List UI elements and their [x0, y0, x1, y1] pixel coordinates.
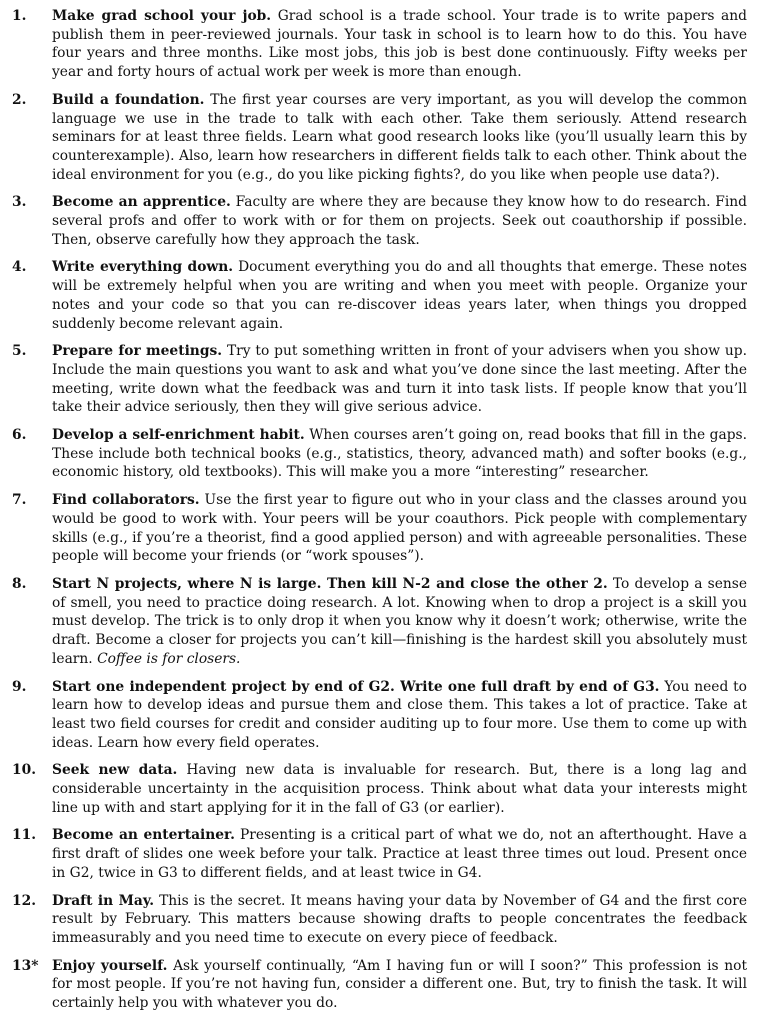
list-item [12, 342, 747, 417]
item-title: Develop a self-enrichment habit. [52, 427, 305, 444]
item-text: Faculty are where they are because they know how to do research. Find several profs and offer to work with or for them on projects. Seek out coauthorship if possible. Then, observe carefully how they approach the task. [52, 194, 748, 248]
item-number: 4. [12, 259, 27, 276]
item-text: Try to put something written in front of your advisers when you show up. Include the main questions you want to ask and what you’ve done since the last meeting. After the meeting, write down what the feedback was and turn it into task lists. If people know that you’ll take their advice seriously, then they will give serious advice. [52, 343, 747, 416]
item-text: Use the first year to figure out who in your class and the classes around you would be good to work with. Your peers will be your coauthors. Pick people with complementary skills (e.g., if you’re a theorist, find a good applied person) and with agreeable personalities. These people will become your friends (or “work spouses”). [52, 492, 747, 565]
list-item [12, 957, 747, 1013]
item-number: 1. [12, 8, 27, 24]
item-number: 13* [12, 957, 39, 974]
list-item [12, 575, 747, 669]
item-number: 12. [12, 892, 37, 909]
list-item [12, 426, 747, 482]
list-item [12, 91, 747, 185]
item-title: Become an entertainer. [52, 827, 235, 844]
item-number: 8. [12, 575, 27, 592]
item-text: Grad school is a trade school. Your trade is to write papers and publish them in peer-reviewed journals. Your task in school is to learn how to do this. You have four years and three months. Like most jobs, this job is best done continuously. Fifty weeks per year and forty hours of actual work per week is more than enough. [52, 8, 747, 81]
item-text: Document everything you do and all thoughts that emerge. These notes will be extremely helpful when you are writing and when you meet with people. Organize your notes and your code so that you can re-discover ideas years later, when things you dropped suddenly become relevant again. [52, 259, 747, 332]
item-number: 5. [12, 343, 27, 360]
item-title: Build a foundation. [52, 91, 205, 108]
item-number: 7. [12, 492, 27, 509]
item-title: Start N projects, where N is large. Then kill N-2 and close the other 2. [52, 575, 608, 592]
item-text: Ask yourself continually, “Am I having fun or will I soon?” This profession is not for most people. If you’re not having fun, consider a different one. But, try to finish the task. It will certainly help you with whatever you do. [52, 957, 748, 1012]
item-title: Prepare for meetings. [52, 343, 223, 360]
item-text: This is the secret. It means having your data by November of G4 and the first core result by February. This matters because showing drafts to people concentrates the feedback immeasurably and you need time to execute on every piece of feedback. [52, 892, 747, 946]
item-text: When courses aren’t going on, read books that fill in the gaps. These include both technical books (e.g., statistics, theory, advanced math) and softer books (e.g., economic history, old textbooks). This will make you a more “interesting” researcher. [52, 427, 747, 481]
list-item [12, 7, 747, 82]
item-text: Having new data is invaluable for research. But, there is a long lag and considerable uncertainty in the acquisition process. Think about what data your interests might line up with and start applying for it in the fall of G3 (or earlier). [52, 762, 748, 816]
item-text: The first year courses are very important, as you will develop the common language we use in the trade to talk with each other. Take them seriously. Attend research seminars for at least three fields. Learn what good research looks like (you’ll usually learn this by counterexample). Also, learn how researchers in different fields talk to each other. Think about the ideal environment for you (e.g., do you like picking fights?, do you like when people use data?). [52, 91, 747, 183]
item-title: Make grad school your job. [52, 8, 272, 24]
item-text: To develop a sense of smell, you need to practice doing research. A lot. Knowing when to drop a project is a skill you must develop. The trick is to only drop it when you know why it doesn’t work; otherwise, write the draft. Become a closer for projects you can’t kill—finishing is the hardest skill you absolutely must learn. [52, 575, 747, 667]
item-title: Become an apprentice. [52, 194, 231, 211]
item-text: Presenting is a critical part of what we do, not an afterthought. Have a first draft of slides one week before your talk. Practice at least three times out loud. Present once in G2, twice in G3 to different fields, and at least twice in G4. [52, 827, 747, 881]
item-title: Start one independent project by end of G2. Write one full draft by end of G3. [52, 678, 660, 695]
item-number: 11. [12, 827, 37, 844]
item-title: Enjoy yourself. [52, 957, 168, 974]
list-item [12, 258, 747, 333]
item-number: 6. [12, 427, 27, 444]
list-item [12, 678, 747, 753]
list-item [12, 193, 747, 249]
item-emphasis: Coffee is for closers. [97, 650, 241, 667]
item-number: 3. [12, 194, 27, 211]
item-text: You need to learn how to develop ideas and pursue them and close them. This takes a lot of practice. Take at least two field courses for credit and consider auditing up to four more. Use them to come up with ideas. Learn how every field operates. [52, 678, 747, 751]
item-title: Write everything down. [52, 259, 234, 276]
item-title: Find collaborators. [52, 492, 200, 509]
item-number: 2. [12, 91, 27, 108]
list-item [12, 826, 747, 882]
list-item [12, 761, 747, 817]
item-number: 10. [12, 762, 37, 779]
item-number: 9. [12, 678, 27, 695]
item-title: Draft in May. [52, 892, 155, 909]
list-item [12, 892, 747, 948]
list-item [12, 491, 747, 566]
item-title: Seek new data. [52, 762, 178, 779]
